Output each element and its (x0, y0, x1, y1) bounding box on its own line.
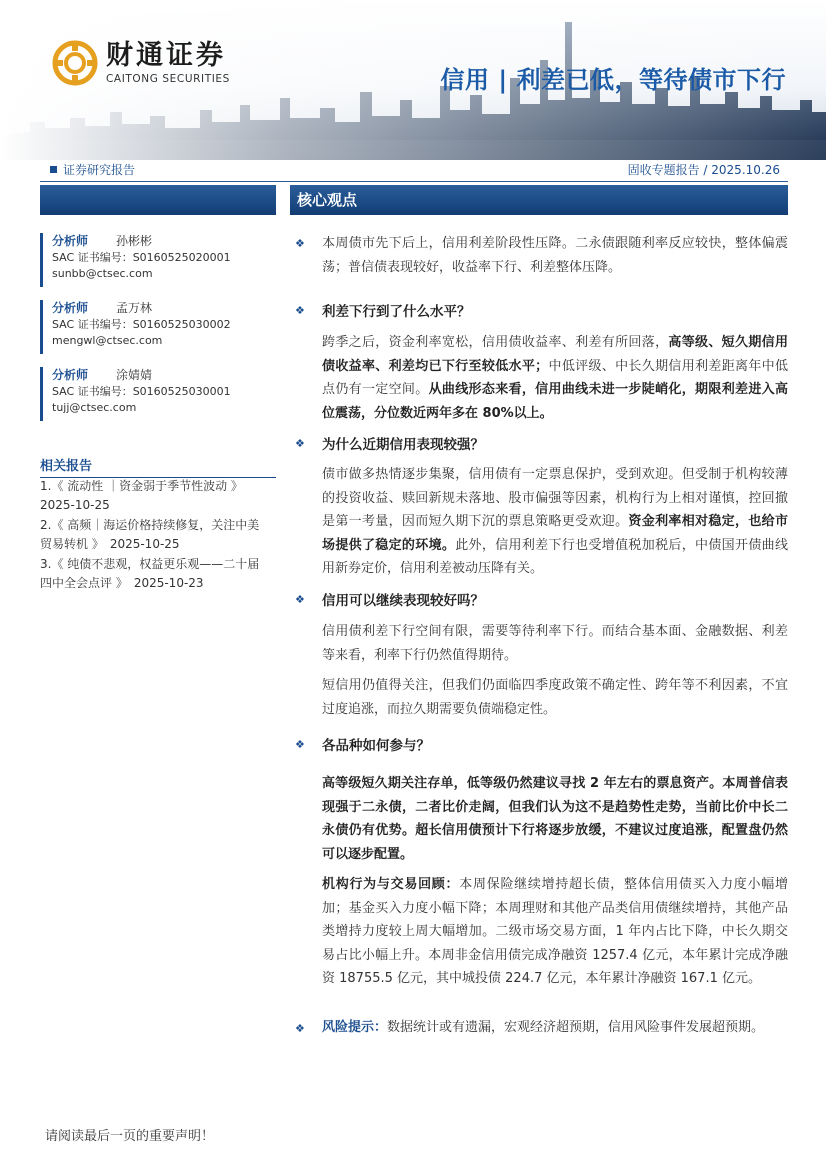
analyst-card (40, 300, 276, 354)
intro-paragraph: 本周债市先下后上，信用利差阶段性压降。二永债跟随利率反应较快，整体偏震荡；普信债表现较好，收益率下行、利差整体压降。 (322, 236, 788, 275)
page-header (0, 0, 826, 160)
section-heading: 为什么近期信用表现较强？ (322, 437, 484, 453)
logo-chinese-name: 财通证券 (106, 39, 226, 71)
company-logo (52, 40, 230, 86)
section-heading: 信用可以继续表现较好吗？ (322, 593, 484, 609)
related-report-item[interactable]: 3.《 纯债不悲观，权益更乐观——二十届 四中全会点评 》 2025-10-23 (40, 557, 260, 590)
q1-paragraph: 跨季之后，资金利率宽松，信用债收益率、利差有所回落，高等级、短久期信用债收益率、利差均已下行至较低水平；中低评级、中长久期信用利差距离年中低点仍有一定空间。从曲线形态来看，信用曲线未进一步陡峭化，期限利差进入高位震荡，分位数近两年多在 80%以上。 (322, 335, 788, 421)
analyst-role: 分析师 (52, 301, 89, 315)
core-views-title: 核心观点 (290, 185, 788, 215)
diamond-bullet-icon: ❖ (295, 237, 305, 250)
analyst-role: 分析师 (52, 234, 89, 248)
analyst-role: 分析师 (52, 368, 89, 382)
document-type: 证券研究报告 (63, 163, 136, 177)
q4-bold-paragraph: 高等级短久期关注存单，低等级仍然建议寻找 2 年左右的票息资产。本周普信表现强于二永债，二者比价走阔，但我们认为这不是趋势性走势，当前比价中长二永债仍有优势。超长信用债预计下行将逐步放缓，不建议过度追涨，配置盘仍然可以逐步配置。 (322, 776, 788, 862)
diamond-bullet-icon: ❖ (295, 437, 305, 450)
square-bullet-icon (50, 166, 57, 173)
analyst-email[interactable]: mengwl@ctsec.com (52, 334, 163, 347)
related-report-item[interactable]: 1.《 流动性 ｜资金弱于季节性波动 》 2025-10-25 (40, 479, 243, 512)
section-heading: 各品种如何参与？ (322, 738, 430, 754)
diamond-bullet-icon: ❖ (295, 304, 305, 317)
diamond-bullet-icon: ❖ (295, 1022, 305, 1035)
q3-paragraph-1: 信用债利差下行空间有限，需要等待利率下行。而结合基本面、金融数据、利差等来看，利率下行仍然值得期待。 (322, 624, 788, 663)
analyst-name: 孙彬彬 (116, 234, 153, 248)
q3-paragraph-2: 短信用仍值得关注，但我们仍面临四季度政策不确定性、跨年等不利因素，不宜过度追涨，而拉久期需要负债端稳定性。 (322, 678, 788, 717)
sub-header-bar (40, 160, 788, 182)
analyst-cert: SAC 证书编号：S0160525030002 (52, 318, 231, 331)
caitong-logo-icon (52, 40, 98, 86)
related-reports-list (40, 477, 280, 594)
q2-paragraph: 债市做多热情逐步集聚，信用债有一定票息保护，受到欢迎。但受制于机构较薄的投资收益、赎回新规未落地、股市偏强等因素，机构行为上相对谨慎，控回撤是第一考量，因而短久期下沉的票息策略更受欢迎。资金利率相对稳定，也给市场提供了稳定的环境。此外，信用利差下行也受增值税加税后，中债国开债曲线用新券定价，信用利差被动压降有关。 (322, 467, 788, 576)
risk-paragraph: 风险提示：数据统计或有遗漏，宏观经济超预期，信用风险事件发展超预期。 (322, 1020, 765, 1035)
related-reports-title: 相关报告 (40, 455, 276, 478)
analyst-email[interactable]: tujj@ctsec.com (52, 401, 137, 414)
diamond-bullet-icon: ❖ (295, 593, 305, 606)
analyst-cert: SAC 证书编号：S0160525020001 (52, 251, 231, 264)
analyst-email[interactable]: sunbb@ctsec.com (52, 267, 153, 280)
analyst-card (40, 233, 276, 287)
analyst-name: 涂婧婧 (116, 368, 153, 382)
report-title: 信用 | 利差已低，等待债市下行 (440, 66, 786, 94)
q4-review-paragraph: 机构行为与交易回顾：本周保险继续增持超长债，整体信用债买入力度小幅增加；基金买入力度小幅下降；本周理财和其他产品类信用债继续增持，其他产品类增持力度较上周大幅增加。二级市场交易方面，1 年内占比下降，中长久期交易占比小幅上升。本周非金信用债完成净融资 1257.4 亿元，本年累计完成净融资 18755.5 亿元，其中城投债 224.7 亿元，本年累计净融资 167.1 亿元。 (322, 877, 788, 986)
analyst-card (40, 367, 276, 421)
analyst-cert: SAC 证书编号：S0160525030001 (52, 385, 231, 398)
related-report-item[interactable]: 2.《 高频｜海运价格持续修复，关注中美 贸易转机 》 2025-10-25 (40, 518, 260, 551)
disclaimer-footer: 请阅读最后一页的重要声明！ (45, 1129, 215, 1144)
analyst-name: 孟万林 (116, 301, 153, 315)
section-heading: 利差下行到了什么水平？ (322, 304, 471, 320)
diamond-bullet-icon: ❖ (295, 738, 305, 751)
left-column-band (40, 185, 276, 215)
category-date: 固收专题报告 / 2025.10.26 (627, 163, 780, 177)
logo-english-name: CAITONG SECURITIES (106, 72, 230, 85)
